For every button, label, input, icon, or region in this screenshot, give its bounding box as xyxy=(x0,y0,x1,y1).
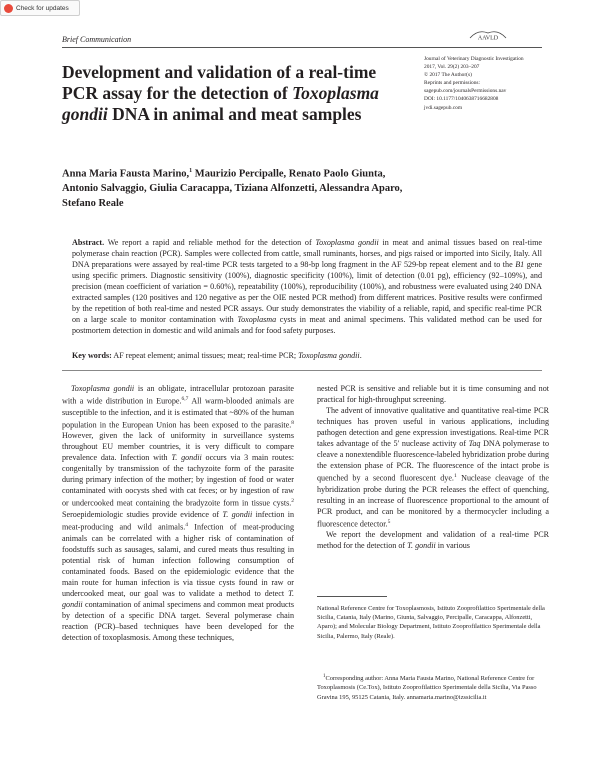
aavld-logo-icon xyxy=(468,27,508,41)
footnote-rule xyxy=(317,596,387,597)
logo-text: AAVLD xyxy=(477,35,499,41)
body-right-column xyxy=(317,383,549,551)
paragraph: The advent of innovative qualitative and quantitative real-time PCR techniques has proven useful in various applications, including pathogen detection and gene expression investigations. Real-time PCR takes advantage of the 5′ nuclease activity of Taq DNA polymerase to cleave a nonextendible fluorescence-labeled hybridization probe during the extension phase of PCR. The fluorescence of the intact probe is quenched by a second fluorescent dye.$^1$ Nuclease cleavage of the hybridization probe during the PCR releases the effect of quenching, resulting in an increase of fluorescence proportional to the amount of PCR product, and can be monitored by a thermocycler including a fluorescence detector.$^5$ xyxy=(317,406,549,529)
journal-name: Journal of Veterinary Diagnostic Investigation xyxy=(424,56,524,62)
section-label: Brief Communication xyxy=(62,35,132,44)
author-list: Anna Maria Fausta Marino,$^1$ Maurizio Percipalle, Renato Paolo Giunta, Antonio Salvaggio, Giulia Caracappa, Tiziana Alfonzetti, Alessandra Aparo, Stefano Reale xyxy=(62,168,403,209)
body-left-column: Toxoplasma gondii is an obligate, intracellular protozoan parasite with a wide distribution in Europe.$^{6,7}$ All warm-blooded animals are susceptible to the infection, and it is estimated that ~80% of the human population in the European Union has been exposed to the parasite.$^8$ However, given the lack of uniformity in surveillance systems throughout EU member countries, it is very difficult to compare prevalence data. Infection with T. gondii occurs via 3 main routes: congenitally by transmission of the tachyzoite form of the parasite during primary infection of the mother; by ingestion of food or water contaminated with oocysts shed with cat feces; or by ingestion of raw or undercooked meat containing the bradyzoite form in tissue cysts.$^2$ Seroepidemiologic studies provide evidence of T. gondii infection in meat-producing and wild animals.$^4$ Infection of meat-producing animals can be correlated with a higher risk of contamination of foodstuffs such as sausages, salami, and cured meats thus resulting in potential risk of human infection following consumption of contaminated foods. Based on the epidemiologic evidence that the main route for human infection is via tissue cysts found in raw or undercooked meat, our goal was to validate a method to detect T. gondii contamination of animal specimens and common meat products by detection of a specific DNA target. Several polymerase chain reaction (PCR)–based techniques have been developed for the detection of toxoplasmosis. Among these techniques, xyxy=(62,384,294,642)
article-title: Development and validation of a real-time PCR assay for the detection of Toxoplasma gondii DNA in animal and meat samples xyxy=(62,62,379,124)
badge-label: Check for updates xyxy=(16,4,69,12)
check-for-updates-badge[interactable] xyxy=(0,0,80,16)
affiliation-footnote: National Reference Centre for Toxoplasmosis, Istituto Zooprofilattico Sperimentale della Sicilia, Catania, Italy (Marino, Giunta, Salvaggio, Percipalle, Caracappa, Alfonzetti, Aparo); and Molecular Biology Department, Istituto Zooprofilattico Sperimentale della Sicilia, Palermo, Italy (Reale). xyxy=(317,605,545,640)
copyright: © 2017 The Author(s) xyxy=(424,72,472,79)
reprints-label: Reprints and permissions: xyxy=(424,80,480,87)
keywords: Key words: AF repeat element; animal tissues; meat; real-time PCR; Toxoplasma gondii. xyxy=(72,351,362,360)
corresponding-author-footnote: $^1$Corresponding author: Anna Maria Fausta Marino, National Reference Centre for Toxoplasmosis (Ce.Tox), Istituto Zooprofilattico Sperimentale della Sicilia, Via Passo Gravina 195, 95125 Catania, Italy. annamaria.marino@izssicilia.it xyxy=(317,674,537,701)
permissions-link[interactable]: sagepub.com/journalsPermissions.nav xyxy=(424,88,507,95)
doi: DOI: 10.1177/1040638716682808 xyxy=(424,96,499,103)
update-icon xyxy=(4,4,13,13)
paragraph: We report the development and validation of a real-time PCR method for the detection of T. gondii in various xyxy=(317,530,549,551)
journal-volume: 2017, Vol. 29(2) 203–207 xyxy=(424,64,480,71)
header-rule xyxy=(62,47,542,48)
keywords-rule xyxy=(62,370,542,371)
paragraph: nested PCR is sensitive and reliable but it is time consuming and not practical for high-throughput screening. xyxy=(317,384,549,404)
abstract: Abstract. We report a rapid and reliable method for the detection of Toxoplasma gondii in meat and animal tissues based on real-time polymerase chain reaction (PCR). Samples were collected from cattle, small ruminants, horses, and pigs raised or imported into Sicily, Italy. All DNA preparations were assayed by real-time PCR tests targeted to a 98-bp long fragment in the AF 529-bp repeat element and to the B1 gene using specific primers. Diagnostic sensitivity (100%), diagnostic specificity (100%), limit of detection (0.01 pg), efficiency (92–109%), and precision (mean coefficient of variation = 0.60%), repeatability (100%), reproducibility (100%), and robustness were evaluated using 240 DNA extracted samples (120 positives and 120 negative as per the OIE nested PCR method) from different matrices. Positive results were confirmed by the repetition of both real-time and nested PCR assays. Our study demonstrates the viability of a reliable, rapid, and specific real-time PCR on a large scale to monitor contamination with Toxoplasma cysts in meat and animal specimens. This validated method can be used for postmortem detection in domestic and wild animals and for food safety purposes. xyxy=(72,238,543,335)
journal-url[interactable]: jvdi.sagepub.com xyxy=(424,104,463,111)
journal-info xyxy=(424,55,564,112)
